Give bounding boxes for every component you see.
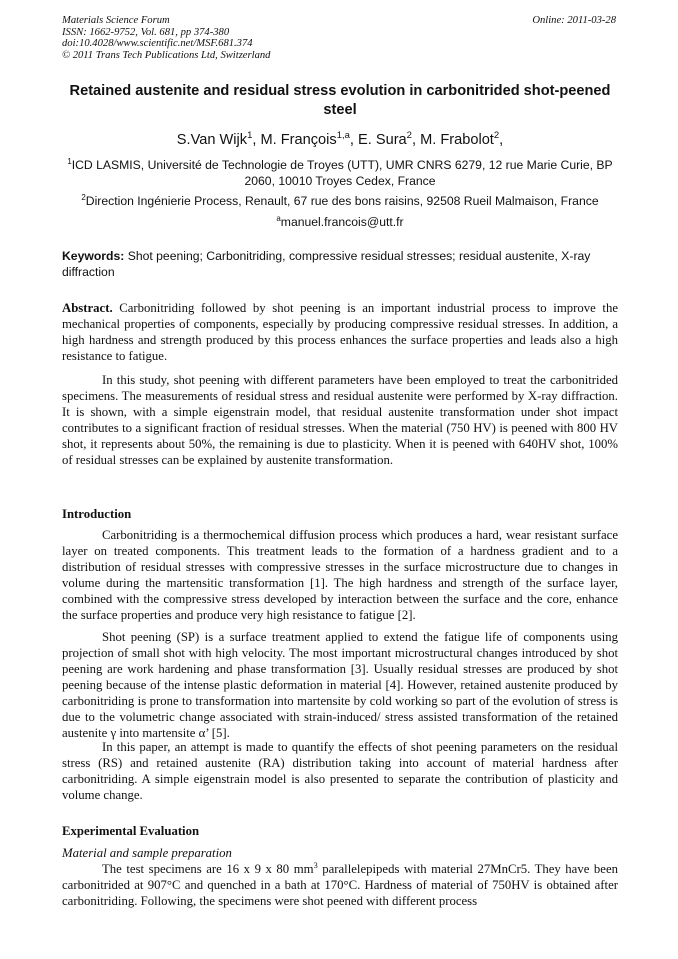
journal-doi: doi:10.4028/www.scientific.net/MSF.681.374 (62, 38, 253, 49)
author-list (62, 131, 618, 149)
author: S.Van Wijk$^1$, (176, 130, 261, 148)
intro-paragraph-3: In this paper, an attempt is made to quantify the effects of shot peening parameters on the residual stress (RS) and retained austenite (RA) distribution taking into account of material hardness after carbonitriding. A simple eigenstrain model is also presented to separate the contribution of plasticity and volume change. (62, 740, 618, 802)
intro-paragraph-2: Shot peening (SP) is a surface treatment applied to extend the fatigue life of components using projection of small shot with high velocity. The most important microstructural changes introduced by shot peening are work hardening and phase transformation [3]. Usually residual stresses are produced by shot peening because of the intense plastic deformation in material [4]. However, retained austenite produced by carbonitriding is prone to transformation into martensite by cold working so part of the evolution of stress is due to the volumetric change associated with strain-induced/ stress assisted transformation of the retained austenite γ into martensite α’ [5]. (62, 630, 618, 740)
keywords-text: Shot peening; Carbonitriding, compressive residual stresses; residual austenite, X-ray diffraction (62, 249, 591, 279)
affiliation-1: $^1$ICD LASMIS, Université de Technologie de Troyes (UTT), UMR CNRS 6279, 12 rue Marie Curie, BP 2060, 10010 Troyes Cedex, France (67, 156, 613, 188)
contact-email[interactable]: $^a$manuel.francois@utt.fr (276, 213, 404, 229)
author: M. Frabolot$^2$, (420, 130, 504, 148)
subsection-heading-material: Material and sample preparation (62, 846, 232, 860)
journal-name: Materials Science Forum (62, 15, 170, 26)
journal-header (62, 15, 618, 61)
experimental-paragraph: The test specimens are 16 x 9 x 80 $mm^3$ parallelepipeds with material 27MnCr5. They have been carbonitrided at 907°C and quenched in a bath at 170°C. Hardness of material of 750HV is obtained after carbonitriding. Following, the specimens were shot peened with different process (62, 860, 618, 908)
keywords (62, 249, 618, 280)
journal-issn: ISSN: 1662-9752, Vol. 681, pp 374-380 (62, 26, 230, 38)
section-heading-introduction: Introduction (62, 507, 132, 521)
online-date: Online: 2011-03-28 (532, 15, 616, 26)
abstract-label: Abstract. (62, 301, 113, 315)
author: M. François$^{1,a}$, (260, 130, 358, 148)
section-heading-experimental: Experimental Evaluation (62, 824, 200, 838)
affiliation-2: $^2$Direction Ingénierie Process, Renault, 67 rue des bons raisins, 92508 Rueil Malmaison, France (81, 192, 599, 208)
abstract-paragraph: Abstract. Carbonitriding followed by shot peening is an important industrial process to improve the mechanical properties of components, especially by producing compressive residual stresses. In addition, a high hardness and strength produced by this process enhances the surface properties and leads also a high resistance to fatigue. (62, 301, 618, 363)
keywords-label: Keywords: (62, 249, 125, 263)
intro-paragraph-1: Carbonitriding is a thermochemical diffusion process which produces a hard, wear resistant surface layer on treated components. This treatment leads to the formation of a hardness gradient and to a distribution of residual stresses with compressive stresses in the surface microstructure due to changes in volume during the martensitic transformation [1]. The high hardness and strength of the surface layer, combined with the compressive stress developed by interaction between the surface and the core, enhance the surface properties and produce very high resistance to fatigue [2]. (62, 528, 618, 622)
paper-title: Retained austenite and residual stress evolution in carbonitrided shot-peened steel (69, 83, 611, 118)
author: E. Sura$^2$, (358, 130, 421, 148)
abstract-study-paragraph: In this study, shot peening with different parameters have been employed to treat the carbonitrided specimens. The measurements of residual stress and residual austenite were performed by X-ray diffraction. It is shown, with a simple eigenstrain model, that residual austenite transformation under shot impact contributes to a significant fraction of residual stresses. When the material (750 HV) is peened with 800 HV shot, it represents about 50%, the remaining is due to plasticity. When it is peened with 640HV shot, 100% of residual stresses can be explained by austenite transformation. (62, 373, 618, 467)
journal-copyright: © 2011 Trans Tech Publications Ltd, Switzerland (62, 49, 271, 61)
